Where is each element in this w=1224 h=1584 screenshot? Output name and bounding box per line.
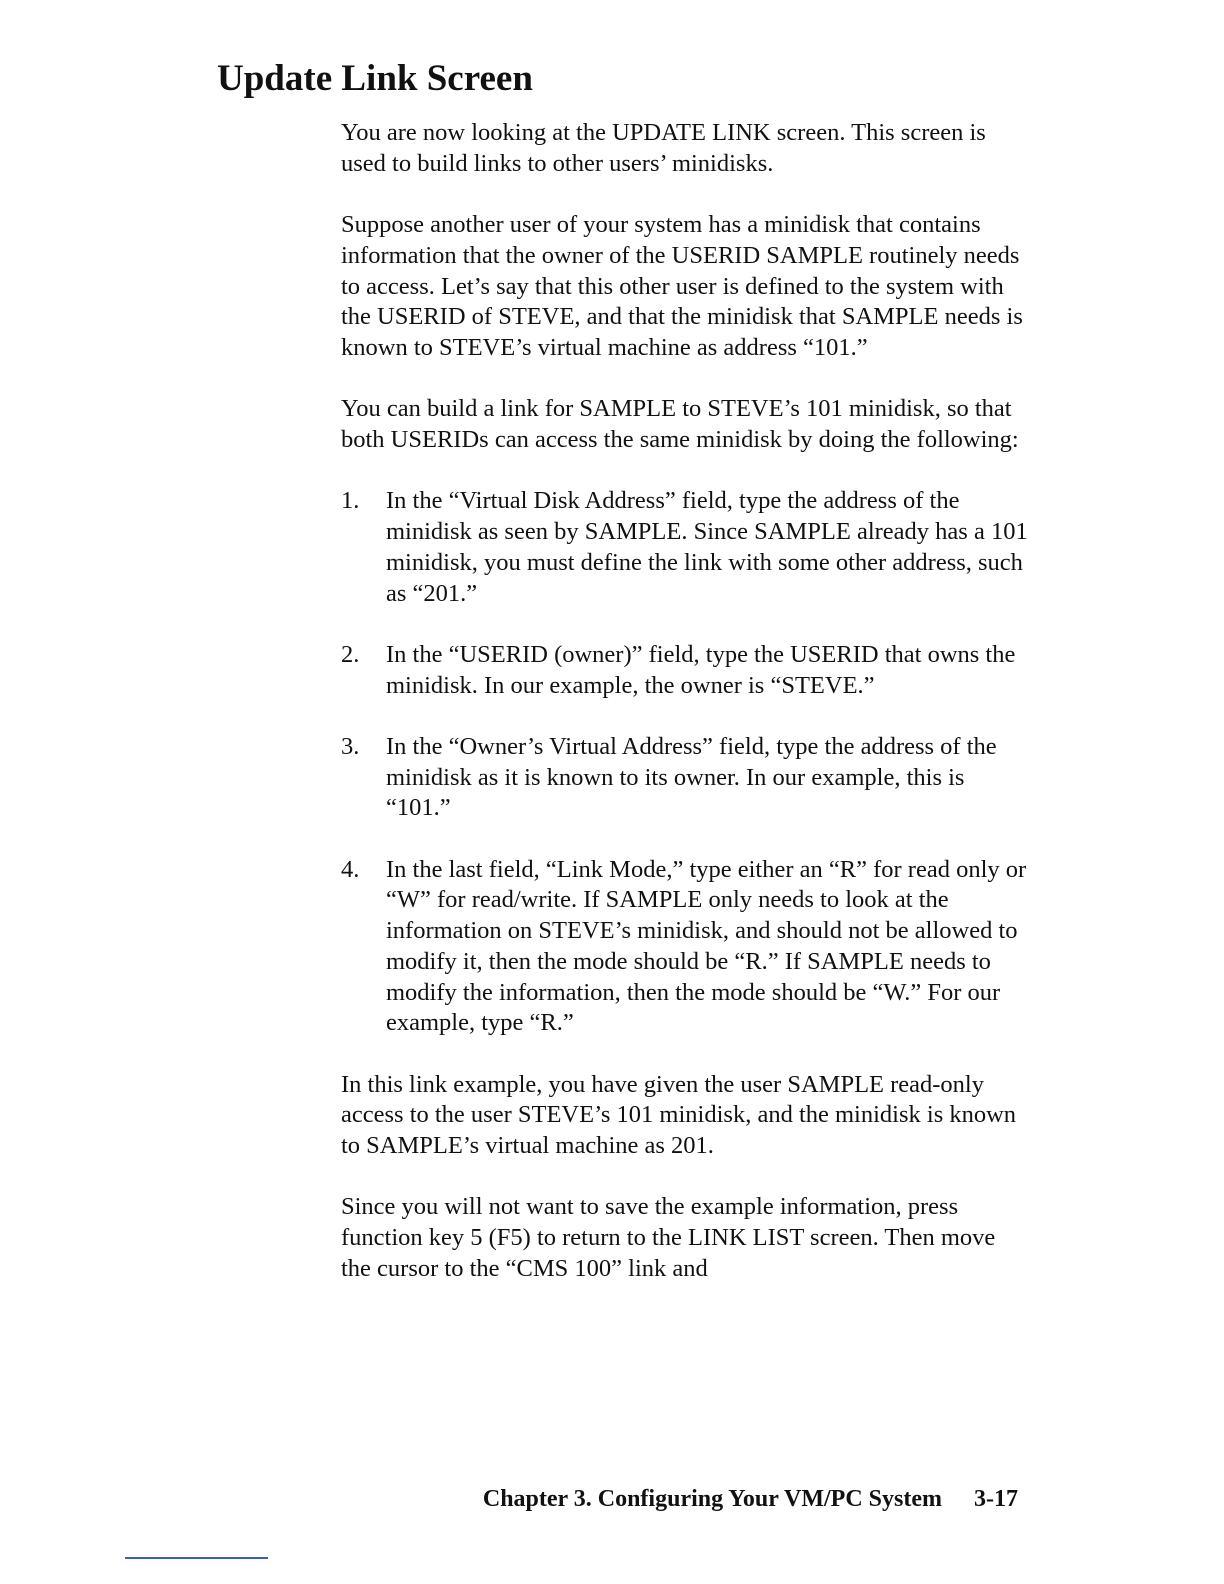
- steps-list: [341, 486, 1031, 1039]
- step-1: [341, 486, 1031, 609]
- footer-page-number: 3-17: [974, 1486, 1018, 1512]
- step-number: 4.: [341, 855, 360, 883]
- page-footer: [483, 1484, 1018, 1514]
- footnote-rule: [125, 1557, 268, 1559]
- step-text: In the last field, “Link Mode,” type either an “R” for read only or “W” for read/write. If SAMPLE only needs to look at the information on STEVE’s minidisk, and should not be allowed to modify it, then the mode should be “R.” If SAMPLE needs to modify the information, then the mode should be “W.” For our example, type “R.”: [386, 855, 1027, 1037]
- step-3: [341, 732, 1031, 824]
- closing-paragraph-1: In this link example, you have given the user SAMPLE read-only access to the user STEVE’s 101 minidisk, and the minidisk is known to SAMPLE’s virtual machine as 201.: [341, 1070, 1017, 1160]
- step-4: [341, 855, 1031, 1039]
- page-title: Update Link Screen: [217, 58, 533, 99]
- footer-chapter-title: Chapter 3. Configuring Your VM/PC System: [482, 1486, 942, 1512]
- intro-paragraph-3: You can build a link for SAMPLE to STEVE’s 101 minidisk, so that both USERIDs can access the same minidisk by doing the following:: [341, 395, 1019, 453]
- intro-paragraph-1: You are now looking at the UPDATE LINK screen. This screen is used to build links to other users’ minidisks.: [341, 119, 986, 177]
- step-number: 3.: [341, 732, 360, 760]
- step-text: In the “Virtual Disk Address” field, type the address of the minidisk as seen by SAMPLE. Since SAMPLE already has a 101 minidisk, you must define the link with some other address, such as “201.”: [386, 487, 1028, 607]
- step-number: 2.: [341, 640, 360, 668]
- step-number: 1.: [341, 487, 360, 515]
- step-2: [341, 640, 1031, 701]
- intro-paragraph-2: Suppose another user of your system has a minidisk that contains information that the owner of the USERID SAMPLE routinely needs to access. Let’s say that this other user is defined to the system with the USERID of STEVE, and that the minidisk that SAMPLE needs is known to STEVE’s virtual machine as address “101.”: [341, 211, 1023, 361]
- body-text: [341, 118, 1031, 1315]
- step-text: In the “Owner’s Virtual Address” field, type the address of the minidisk as it is known to its owner. In our example, this is “101.”: [386, 732, 997, 822]
- step-text: In the “USERID (owner)” field, type the USERID that owns the minidisk. In our example, the owner is “STEVE.”: [386, 640, 1016, 699]
- closing-paragraph-2: Since you will not want to save the example information, press function key 5 (F5) to return to the LINK LIST screen. Then move the cursor to the “CMS 100” link and: [341, 1193, 996, 1282]
